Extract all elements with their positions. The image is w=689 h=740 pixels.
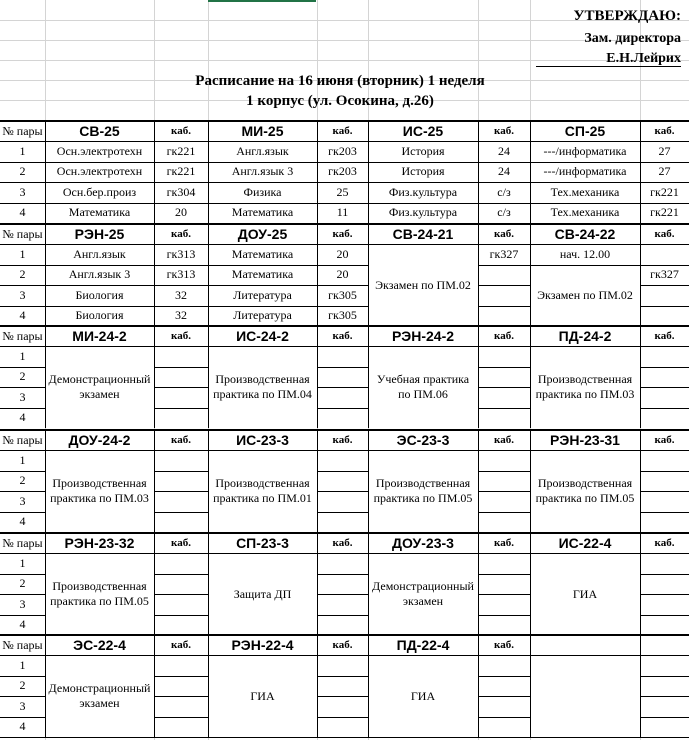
room-row-border xyxy=(640,387,689,388)
room-row-border xyxy=(640,306,689,307)
merged-activity-cell: ГИА xyxy=(250,688,275,703)
subject-cell: Физ.культура xyxy=(388,205,458,220)
group-name: РЭН-23-31 xyxy=(550,432,620,448)
schedule-block xyxy=(0,224,689,326)
subject-cell: ---/информатика xyxy=(543,164,627,179)
group-name: СВ-24-21 xyxy=(392,226,454,242)
subject-cell: Биология xyxy=(75,308,124,323)
room-cell: 24 xyxy=(498,143,510,158)
table-bottom-border xyxy=(0,737,689,738)
room-cell: 24 xyxy=(498,164,510,179)
selected-cell-indicator xyxy=(208,0,316,2)
row-border xyxy=(45,203,208,204)
room-row-border xyxy=(478,676,530,677)
room-header: каб. xyxy=(654,125,675,137)
room-header: каб. xyxy=(654,434,675,446)
subject-cell: История xyxy=(401,143,445,158)
room-row-border xyxy=(640,512,689,513)
row-border xyxy=(530,162,689,163)
group-name: РЭН-22-4 xyxy=(231,637,294,653)
room-row-border xyxy=(640,408,689,409)
group-name: ЭС-22-4 xyxy=(73,637,126,653)
room-row-border xyxy=(478,408,530,409)
group-name: МИ-25 xyxy=(241,123,284,139)
merged-activity-cell: Учебная практика по ПМ.06 xyxy=(376,372,470,401)
room-header: каб. xyxy=(494,434,514,446)
row-border xyxy=(45,285,208,286)
room-row-border xyxy=(478,491,530,492)
room-row-border xyxy=(317,387,368,388)
room-header: каб. xyxy=(171,537,191,549)
room-row-border xyxy=(478,574,530,575)
group-name: СП-25 xyxy=(564,123,606,139)
schedule-block xyxy=(0,533,689,635)
room-row-border xyxy=(478,717,530,718)
group-name: СВ-25 xyxy=(79,123,120,139)
room-cell: 27 xyxy=(658,143,671,158)
room-cell: гк305 xyxy=(328,287,357,302)
room-row-border xyxy=(317,676,368,677)
subject-cell: Физика xyxy=(243,184,282,199)
room-row-border xyxy=(154,367,208,368)
room-row-border xyxy=(317,717,368,718)
room-row-border xyxy=(317,615,368,616)
room-row-border xyxy=(478,471,530,472)
pair-number: 4 xyxy=(19,617,26,632)
room-cell: 20 xyxy=(336,246,349,261)
merged-activity-cell: Демонстрационный экзамен xyxy=(48,372,151,401)
room-cell: гк313 xyxy=(166,267,196,282)
group-name: МИ-24-2 xyxy=(72,328,127,344)
room-header: каб. xyxy=(494,537,514,549)
merged-activity-cell: Производственная практика по ПМ.01 xyxy=(213,476,312,505)
room-row-border xyxy=(640,574,689,575)
room-cell: гк203 xyxy=(328,164,357,179)
room-cell: 32 xyxy=(175,287,187,302)
pair-number: 1 xyxy=(19,657,26,672)
room-cell: гк305 xyxy=(328,308,357,323)
room-row-border xyxy=(317,408,368,409)
subject-cell: Тех.механика xyxy=(550,184,620,199)
pair-number: 2 xyxy=(19,576,26,591)
room-header: каб. xyxy=(494,228,514,240)
pair-number: 3 xyxy=(19,389,26,404)
subject-cell: Математика xyxy=(231,246,294,261)
subject-cell: Физ.культура xyxy=(388,184,458,199)
group-name: ПД-24-2 xyxy=(558,328,612,344)
pair-number: 1 xyxy=(19,555,26,570)
room-header: каб. xyxy=(494,330,514,342)
group-name: РЭН-23-32 xyxy=(64,535,135,551)
group-name: ИС-25 xyxy=(402,123,444,139)
row-border xyxy=(208,265,368,266)
pair-number-header: № пары xyxy=(2,328,43,343)
subject-cell: Осн.бер.произ xyxy=(62,184,137,199)
room-row-border xyxy=(154,491,208,492)
pair-number: 2 xyxy=(19,164,26,179)
row-border xyxy=(368,162,530,163)
group-name: ДОУ-25 xyxy=(237,226,288,242)
room-row-border xyxy=(154,676,208,677)
room-row-border xyxy=(154,696,208,697)
room-cell: 20 xyxy=(175,205,187,220)
room-cell: гк327 xyxy=(650,267,679,282)
room-header: каб. xyxy=(332,125,353,137)
room-row-border xyxy=(317,696,368,697)
room-header: каб. xyxy=(654,537,675,549)
room-row-border xyxy=(154,408,208,409)
group-name: ИС-24-2 xyxy=(236,328,289,344)
group-name: ДОУ-24-2 xyxy=(68,432,131,448)
row-border xyxy=(0,615,45,616)
room-row-border xyxy=(640,367,689,368)
room-row-border xyxy=(154,574,208,575)
room-row-border xyxy=(478,594,530,595)
row-border xyxy=(208,203,368,204)
pair-number: 4 xyxy=(19,514,26,529)
room-row-border xyxy=(640,717,689,718)
room-header: каб. xyxy=(332,434,353,446)
room-cell: гк304 xyxy=(166,184,196,199)
room-cell: гк221 xyxy=(650,184,679,199)
room-header: каб. xyxy=(171,639,191,651)
merged-activity-cell: Производственная практика по ПМ.03 xyxy=(50,476,149,505)
room-cell: гк203 xyxy=(328,143,357,158)
room-row-border xyxy=(640,696,689,697)
room-row-border xyxy=(640,491,689,492)
pair-number-header: № пары xyxy=(2,226,43,241)
room-cell: 32 xyxy=(175,308,187,323)
pair-number: 2 xyxy=(19,678,26,693)
group-name: ИС-23-3 xyxy=(236,432,289,448)
group-name: СП-23-3 xyxy=(236,535,289,551)
subject-cell: Литература xyxy=(233,308,292,323)
room-row-border xyxy=(478,285,530,286)
merged-activity-cell: Производственная практика по ПМ.03 xyxy=(535,372,635,401)
start-time-note: нач. 12.00 xyxy=(559,246,611,261)
pair-number: 1 xyxy=(19,246,26,261)
group-name: ДОУ-23-3 xyxy=(392,535,454,551)
room-row-border xyxy=(317,491,368,492)
schedule-building: 1 корпус (ул. Осокина, д.26) xyxy=(246,93,434,109)
row-border xyxy=(0,367,45,368)
pair-number: 3 xyxy=(19,596,26,611)
row-border xyxy=(0,512,45,513)
row-border xyxy=(530,203,689,204)
subject-cell: История xyxy=(401,164,445,179)
pair-number: 1 xyxy=(19,452,26,467)
room-row-border xyxy=(478,306,530,307)
room-row-border xyxy=(317,512,368,513)
room-cell: с/з xyxy=(497,184,511,199)
subject-cell: Англ.язык xyxy=(236,143,289,158)
room-header: каб. xyxy=(171,125,191,137)
room-header: каб. xyxy=(654,330,675,342)
group-name: ЭС-23-3 xyxy=(396,432,450,448)
row-border xyxy=(208,182,368,183)
row-border xyxy=(0,574,45,575)
pair-number-header: № пары xyxy=(2,637,43,652)
schedule-title: Расписание на 16 июня (вторник) 1 неделя xyxy=(195,73,485,89)
pair-number: 2 xyxy=(19,369,26,384)
row-border xyxy=(0,387,45,388)
room-row-border xyxy=(154,471,208,472)
merged-activity-cell: Экзамен по ПМ.02 xyxy=(375,277,471,292)
pair-number-header: № пары xyxy=(2,123,43,138)
room-header: каб. xyxy=(332,330,353,342)
room-row-border xyxy=(640,471,689,472)
row-border xyxy=(0,491,45,492)
room-cell: гк221 xyxy=(166,143,196,158)
row-border xyxy=(45,265,208,266)
room-row-border xyxy=(478,512,530,513)
row-border xyxy=(0,471,45,472)
subject-cell: ---/информатика xyxy=(543,143,627,158)
subject-cell: Осн.электротехн xyxy=(56,164,143,179)
room-row-border xyxy=(640,615,689,616)
merged-activity-cell: Защита ДП xyxy=(233,586,292,601)
pair-number: 3 xyxy=(19,493,26,508)
room-row-border xyxy=(478,367,530,368)
pair-number: 2 xyxy=(19,473,26,488)
row-border xyxy=(45,182,208,183)
room-cell: гк221 xyxy=(166,164,196,179)
room-header: каб. xyxy=(494,639,514,651)
pair-number: 1 xyxy=(19,348,26,363)
row-border xyxy=(0,182,45,183)
room-cell: 20 xyxy=(336,267,349,282)
merged-activity-cell: Демонстрационный экзамен xyxy=(372,579,474,608)
schedule-block xyxy=(0,635,689,737)
row-border xyxy=(368,182,530,183)
merged-activity-cell: ГИА xyxy=(572,586,598,601)
room-cell: гк327 xyxy=(489,246,519,261)
room-row-border xyxy=(317,594,368,595)
room-row-border xyxy=(640,594,689,595)
room-row-border xyxy=(154,615,208,616)
room-header: каб. xyxy=(171,228,191,240)
pair-number: 4 xyxy=(19,308,26,323)
pair-number: 3 xyxy=(19,698,26,713)
pair-number: 1 xyxy=(19,143,26,158)
merged-activity-cell xyxy=(530,655,640,737)
room-cell: 25 xyxy=(336,184,349,199)
room-header: каб. xyxy=(332,228,353,240)
merged-activity-cell: Экзамен по ПМ.02 xyxy=(537,287,633,302)
pair-number: 4 xyxy=(19,205,26,220)
room-row-border xyxy=(154,717,208,718)
subject-cell: Англ.язык 3 xyxy=(68,267,131,282)
row-border xyxy=(0,306,45,307)
subject-cell: Англ.язык 3 xyxy=(231,164,294,179)
room-cell: 11 xyxy=(336,205,349,220)
row-border xyxy=(208,306,368,307)
row-border xyxy=(0,265,45,266)
group-name: РЭН-25 xyxy=(74,226,125,242)
subject-cell: Биология xyxy=(75,287,124,302)
room-header: каб. xyxy=(171,330,191,342)
approval-title: УТВЕРЖДАЮ: xyxy=(573,8,681,24)
room-row-border xyxy=(478,615,530,616)
row-border xyxy=(0,717,45,718)
subject-cell: Математика xyxy=(231,205,294,220)
room-row-border xyxy=(154,594,208,595)
row-border xyxy=(530,182,689,183)
row-border xyxy=(45,162,208,163)
pair-number-header: № пары xyxy=(2,432,43,447)
group-name: ИС-22-4 xyxy=(558,535,612,551)
pair-number: 3 xyxy=(19,184,26,199)
row-border xyxy=(0,696,45,697)
subject-cell: Осн.электротехн xyxy=(56,143,143,158)
group-name: ПД-22-4 xyxy=(396,637,450,653)
room-cell: с/з xyxy=(497,205,511,220)
room-cell: гк313 xyxy=(166,246,196,261)
room-row-border xyxy=(640,676,689,677)
row-border xyxy=(0,285,45,286)
row-border xyxy=(0,676,45,677)
row-border xyxy=(0,162,45,163)
merged-activity-cell: Производственная практика по ПМ.05 xyxy=(373,476,473,505)
schedule-block xyxy=(0,326,689,428)
room-header: каб. xyxy=(171,434,191,446)
room-header: каб. xyxy=(332,537,353,549)
group-name: РЭН-24-2 xyxy=(391,328,455,344)
merged-activity-cell: ГИА xyxy=(410,688,436,703)
room-row-border xyxy=(478,387,530,388)
room-header: каб. xyxy=(494,125,514,137)
subject-cell: Математика xyxy=(231,267,294,282)
pair-number: 2 xyxy=(19,267,26,282)
room-row-border xyxy=(317,471,368,472)
approval-signatory: Е.Н.Лейрих xyxy=(536,51,681,67)
room-header: каб. xyxy=(654,228,675,240)
approval-position: Зам. директора xyxy=(584,31,681,46)
row-border xyxy=(0,203,45,204)
room-row-border xyxy=(478,265,530,266)
group-name xyxy=(530,635,640,655)
row-border xyxy=(208,162,368,163)
subject-cell: Литература xyxy=(233,287,292,302)
merged-activity-cell: Производственная практика по ПМ.05 xyxy=(535,476,635,505)
group-name: СВ-24-22 xyxy=(554,226,616,242)
schedule-block xyxy=(0,121,689,223)
pair-number-header: № пары xyxy=(2,535,43,550)
subject-cell: Тех.механика xyxy=(550,205,620,220)
merged-activity-cell: Производственная практика по ПМ.05 xyxy=(50,579,149,608)
row-border xyxy=(45,306,208,307)
row-border xyxy=(368,203,530,204)
pair-number: 4 xyxy=(19,410,26,425)
merged-activity-cell: Демонстрационный экзамен xyxy=(48,681,151,710)
schedule-block xyxy=(0,430,689,532)
row-border xyxy=(208,285,368,286)
row-border xyxy=(0,594,45,595)
room-header: каб. xyxy=(332,639,353,651)
room-row-border xyxy=(317,367,368,368)
column-border xyxy=(640,635,641,737)
pair-number: 3 xyxy=(19,287,26,302)
subject-cell: Математика xyxy=(68,205,131,220)
room-cell: 27 xyxy=(658,164,671,179)
room-row-border xyxy=(478,696,530,697)
row-border xyxy=(0,408,45,409)
pair-number: 4 xyxy=(19,719,26,734)
room-row-border xyxy=(154,387,208,388)
room-row-border xyxy=(154,512,208,513)
merged-activity-cell: Производственная практика по ПМ.04 xyxy=(213,372,312,401)
room-row-border xyxy=(317,574,368,575)
subject-cell: Англ.язык xyxy=(73,246,126,261)
room-cell: гк221 xyxy=(650,205,679,220)
